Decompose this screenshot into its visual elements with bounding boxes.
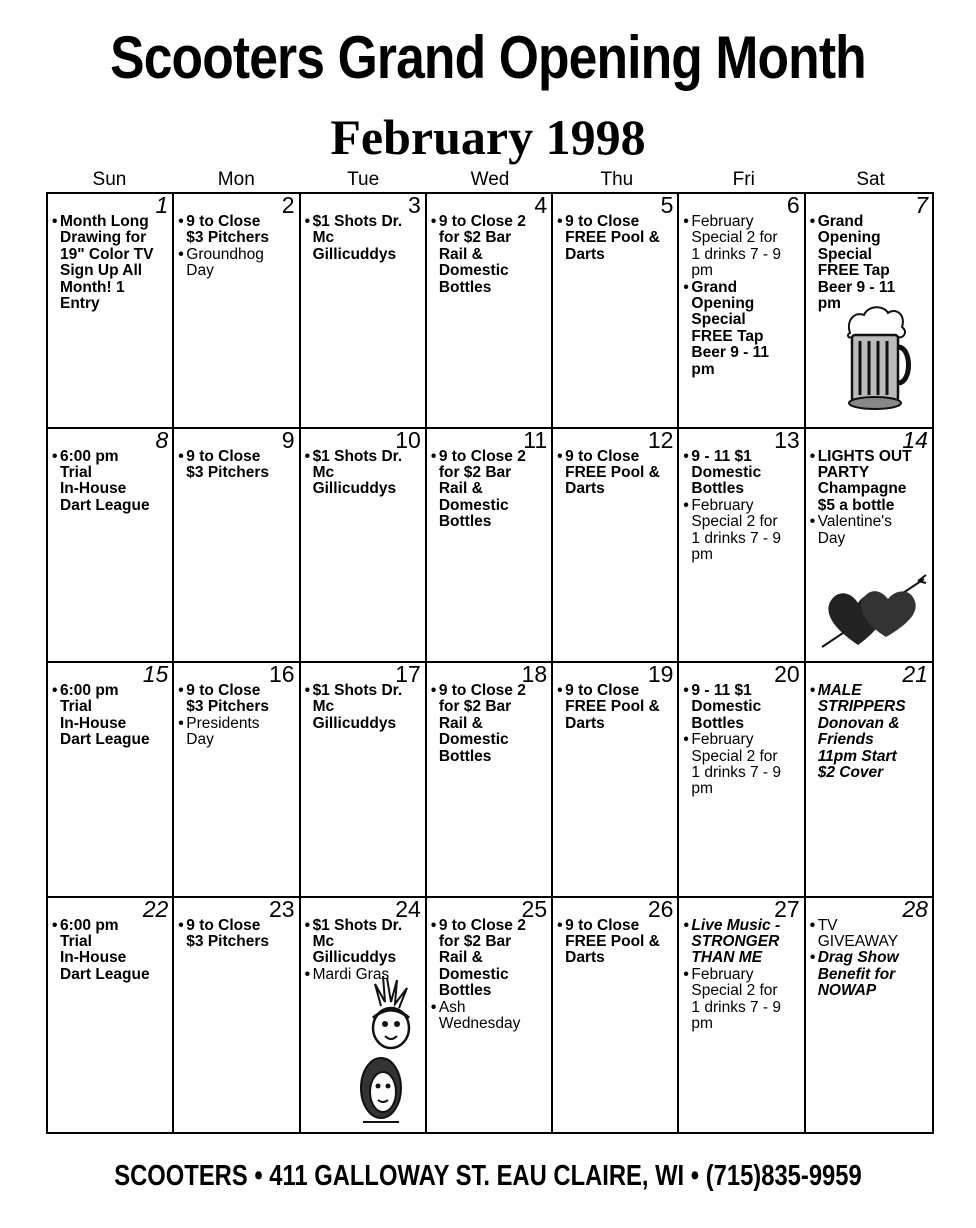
event-entry: • 9 to Close FREE Pool & Darts	[557, 683, 675, 732]
event-entry: • 9 - 11 $1 Domestic Bottles	[683, 683, 801, 732]
calendar-day-cell	[48, 898, 174, 1133]
day-number: 19	[647, 663, 674, 687]
event-entry: • Valentine's Day	[810, 514, 930, 547]
event-list	[431, 449, 549, 531]
day-number: 22	[142, 897, 169, 922]
calendar-day-cell	[679, 663, 805, 898]
day-number: 21	[902, 663, 928, 687]
calendar-day-cell	[553, 429, 679, 664]
calendar-day-cell	[427, 429, 553, 664]
calendar-day-cell	[679, 429, 805, 664]
mardi-gras-masks-icon	[355, 972, 415, 1128]
event-entry: • TV GIVEAWAY	[810, 918, 930, 951]
event-entry: • Groundhog Day	[178, 247, 296, 280]
day-number: 27	[774, 897, 800, 922]
calendar-day-cell	[427, 663, 553, 898]
month-subtitle: February 1998	[330, 109, 646, 165]
event-entry: • $1 Shots Dr. Mc Gillicuddys	[305, 449, 423, 498]
calendar-day-cell	[174, 663, 300, 898]
event-entry: • 6:00 pm Trial In-House Dart League	[52, 449, 170, 515]
event-list	[810, 214, 930, 312]
calendar-day-cell	[679, 194, 805, 429]
day-number: 10	[395, 428, 421, 453]
event-entry: • 9 to Close $3 Pitchers	[178, 449, 296, 482]
event-list	[52, 918, 170, 984]
hearts-icon	[820, 573, 928, 651]
weekday-mon: Mon	[217, 169, 255, 190]
day-number: 28	[902, 897, 928, 922]
event-list	[810, 683, 930, 781]
event-entry: • Drag Show Benefit for NOWAP	[810, 950, 930, 999]
event-list	[305, 214, 423, 263]
event-entry: • 6:00 pm Trial In-House Dart League	[52, 683, 170, 749]
event-list	[431, 918, 549, 1033]
event-list	[178, 214, 296, 280]
day-number: 15	[142, 663, 169, 687]
calendar-day-cell	[174, 429, 300, 664]
day-number: 17	[395, 663, 421, 687]
event-entry: • February Special 2 for 1 drinks 7 - 9 pm	[683, 967, 801, 1033]
day-number: 18	[521, 663, 548, 687]
day-number: 13	[774, 428, 800, 453]
event-entry: • 9 to Close $3 Pitchers	[178, 918, 296, 951]
day-number: 7	[915, 194, 928, 218]
event-list	[431, 214, 549, 296]
day-number: 5	[660, 194, 674, 218]
calendar-day-cell	[806, 898, 932, 1133]
event-list	[52, 683, 170, 749]
calendar-day-cell	[806, 194, 932, 429]
event-entry: • 9 to Close FREE Pool & Darts	[557, 918, 675, 967]
event-list	[52, 214, 170, 312]
day-number: 25	[521, 897, 548, 922]
event-entry: • Month Long Drawing for 19" Color TV Sign Up All Month! 1 Entry	[52, 214, 170, 312]
day-number: 12	[647, 428, 674, 453]
day-number: 11	[523, 428, 548, 453]
calendar-day-cell	[679, 898, 805, 1133]
event-entry: • Grand Opening Special FREE Tap Beer 9 - 11 pm	[810, 214, 930, 312]
calendar-day-cell	[553, 898, 679, 1133]
weekday-header	[46, 168, 934, 192]
event-list	[683, 683, 801, 798]
event-list	[431, 683, 549, 765]
event-entry: • $1 Shots Dr. Mc Gillicuddys	[305, 683, 423, 732]
event-list	[557, 918, 675, 967]
weekday-wed: Wed	[470, 169, 510, 190]
address-footer: SCOOTERS • 411 GALLOWAY ST. EAU CLAIRE, WI • (715)835-9959	[114, 1160, 862, 1192]
weekday-thu: Thu	[600, 169, 634, 190]
calendar-day-cell	[553, 663, 679, 898]
event-list	[810, 449, 930, 547]
event-entry: • 9 to Close 2 for $2 Bar Rail & Domestic Bottles	[431, 918, 549, 1000]
event-list	[178, 449, 296, 482]
event-list	[52, 449, 170, 515]
day-number: 8	[155, 428, 169, 453]
calendar-day-cell	[301, 194, 427, 429]
calendar-day-cell	[806, 429, 932, 664]
calendar-day-cell	[174, 194, 300, 429]
event-list	[557, 683, 675, 732]
calendar-day-cell	[806, 663, 932, 898]
event-entry: • Mardi Gras	[305, 967, 423, 983]
day-number: 3	[408, 194, 421, 218]
weekday-tue: Tue	[347, 169, 380, 190]
event-list	[557, 214, 675, 263]
day-number: 6	[786, 194, 800, 218]
calendar-day-cell	[553, 194, 679, 429]
page-title: Scooters Grand Opening Month	[110, 24, 866, 91]
event-entry: • 9 to Close 2 for $2 Bar Rail & Domestic Bottles	[431, 449, 549, 531]
event-entry: • 9 - 11 $1 Domestic Bottles	[683, 449, 801, 498]
weekday-sat: Sat	[856, 169, 885, 190]
event-entry: • 9 to Close 2 for $2 Bar Rail & Domestic Bottles	[431, 683, 549, 765]
day-number: 4	[534, 194, 548, 218]
event-entry: • 9 to Close 2 for $2 Bar Rail & Domestic Bottles	[431, 214, 549, 296]
event-entry: • 9 to Close FREE Pool & Darts	[557, 214, 675, 263]
event-entry: • February Special 2 for 1 drinks 7 - 9 pm	[683, 498, 801, 564]
day-number: 24	[395, 897, 421, 922]
calendar-day-cell	[174, 898, 300, 1133]
event-entry: • February Special 2 for 1 drinks 7 - 9 pm	[683, 214, 801, 280]
event-entry: • Grand Opening Special FREE Tap Beer 9 - 11 pm	[683, 280, 801, 378]
event-entry: • Ash Wednesday	[431, 1000, 549, 1033]
calendar-day-cell	[48, 194, 174, 429]
calendar-day-cell	[427, 194, 553, 429]
event-entry: • 9 to Close $3 Pitchers	[178, 214, 296, 247]
calendar-day-cell	[301, 663, 427, 898]
day-number: 20	[774, 663, 800, 687]
calendar-grid	[46, 192, 934, 1134]
calendar-day-cell	[301, 429, 427, 664]
event-list	[178, 683, 296, 749]
day-number: 23	[268, 897, 295, 922]
calendar-day-cell	[301, 898, 427, 1133]
event-entry: • $1 Shots Dr. Mc Gillicuddys	[305, 918, 423, 967]
event-entry: • February Special 2 for 1 drinks 7 - 9 pm	[683, 732, 801, 798]
weekday-sun: Sun	[92, 169, 127, 190]
event-entry: • 9 to Close FREE Pool & Darts	[557, 449, 675, 498]
beer-mug-icon	[844, 303, 914, 413]
weekday-fri: Fri	[732, 169, 755, 190]
event-list	[305, 683, 423, 732]
event-entry: • LIGHTS OUT PARTY Champagne $5 a bottle	[810, 449, 930, 515]
event-list	[178, 918, 296, 951]
day-number: 2	[281, 194, 295, 218]
event-entry: • Live Music - STRONGER THAN ME	[683, 918, 801, 967]
day-number: 16	[268, 663, 295, 687]
event-list	[683, 214, 801, 378]
event-list	[683, 918, 801, 1033]
calendar-day-cell	[427, 898, 553, 1133]
event-entry: • Presidents Day	[178, 716, 296, 749]
day-number: 1	[155, 194, 169, 218]
event-entry: • 9 to Close $3 Pitchers	[178, 683, 296, 716]
calendar-day-cell	[48, 663, 174, 898]
event-entry: • MALE STRIPPERS Donovan & Friends 11pm Start $2 Cover	[810, 683, 930, 781]
day-number: 14	[902, 428, 928, 453]
event-list	[557, 449, 675, 498]
event-entry: • $1 Shots Dr. Mc Gillicuddys	[305, 214, 423, 263]
event-entry: • 6:00 pm Trial In-House Dart League	[52, 918, 170, 984]
day-number: 9	[281, 428, 295, 453]
event-list	[810, 918, 930, 1000]
event-list	[683, 449, 801, 564]
day-number: 26	[647, 897, 674, 922]
calendar-day-cell	[48, 429, 174, 664]
event-list	[305, 449, 423, 498]
